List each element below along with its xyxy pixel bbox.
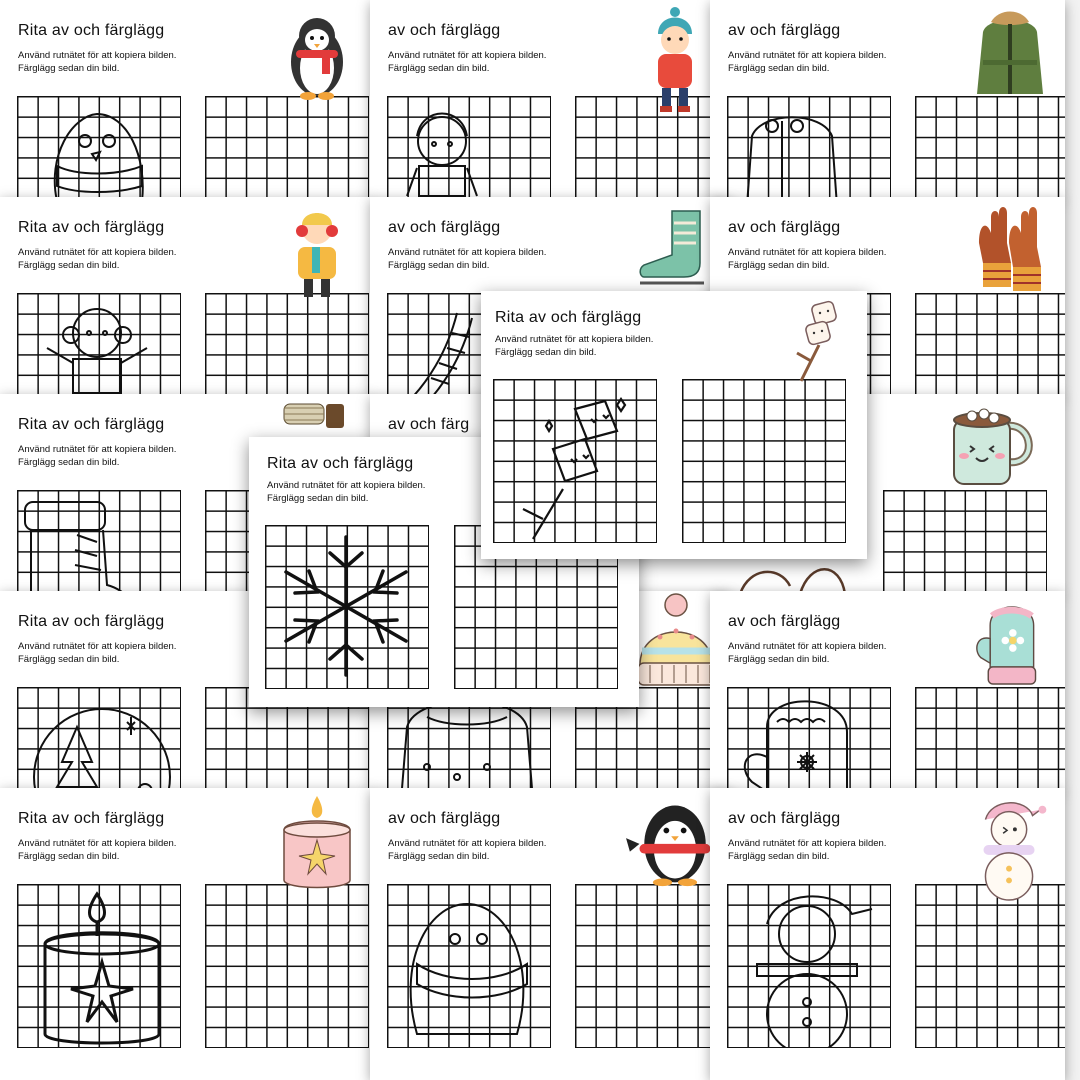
worksheet-title: Rita av och färglägg — [495, 309, 642, 326]
drawing-grid-blank — [915, 96, 1065, 200]
snowman-outline — [727, 884, 890, 1047]
worksheet-instruction-1: Använd rutnätet för att kopiera bilden. — [18, 641, 177, 652]
worksheet-kid-hat — [370, 0, 730, 200]
worksheet-instruction-1: Använd rutnätet för att kopiera bilden. — [18, 247, 177, 258]
drawing-grid-blank — [682, 379, 846, 543]
snow-globe-outline — [17, 687, 180, 791]
worksheet-instruction-1: Använd rutnätet för att kopiera bilden. — [388, 50, 547, 61]
child-icon — [276, 203, 358, 313]
drawing-grid-blank — [205, 96, 369, 200]
snowman-icon — [969, 794, 1051, 902]
earmuff-kid-outline — [17, 293, 180, 397]
worksheet-instruction-2: Färglägg sedan din bild. — [728, 63, 830, 74]
worksheet-instruction-1: Använd rutnätet för att kopiera bilden. — [728, 247, 887, 258]
mitten-outline — [727, 687, 890, 791]
boot-outline — [17, 490, 180, 594]
worksheet-instruction-1: Använd rutnätet för att kopiera bilden. — [18, 50, 177, 61]
worksheet-instruction-1: Använd rutnätet för att kopiera bilden. — [267, 480, 426, 491]
worksheet-instruction-2: Färglägg sedan din bild. — [18, 851, 120, 862]
worksheet-instruction-2: Färglägg sedan din bild. — [728, 260, 830, 271]
worksheet-instruction-2: Färglägg sedan din bild. — [267, 493, 369, 504]
worksheet-instruction-1: Använd rutnätet för att kopiera bilden. — [728, 838, 887, 849]
snowflake-outline — [265, 525, 428, 688]
worksheet-jacket — [710, 0, 1065, 200]
worksheet-instruction-2: Färglägg sedan din bild. — [18, 654, 120, 665]
jacket-icon — [969, 6, 1051, 102]
drawing-grid-blank — [915, 293, 1065, 397]
child-icon — [634, 6, 716, 116]
worksheet-instruction-2: Färglägg sedan din bild. — [18, 260, 120, 271]
worksheet-mitten — [710, 591, 1065, 791]
mug-icon — [943, 396, 1059, 492]
worksheet-penguin-2 — [370, 788, 730, 1080]
worksheet-instruction-1: Använd rutnätet för att kopiera bilden. — [18, 444, 177, 455]
worksheet-marshmallow — [481, 291, 867, 559]
worksheet-instruction-2: Färglägg sedan din bild. — [728, 654, 830, 665]
worksheet-title: Rita av och färglägg — [18, 416, 165, 433]
worksheet-title: Rita av och färglägg — [18, 219, 165, 236]
scarf-outline — [730, 556, 850, 594]
worksheet-instruction-2: Färglägg sedan din bild. — [18, 457, 120, 468]
worksheet-title: av och färglägg — [728, 810, 841, 827]
penguin-icon — [276, 6, 358, 102]
worksheet-candle — [0, 788, 372, 1080]
worksheet-instruction-1: Använd rutnätet för att kopiera bilden. — [388, 838, 547, 849]
worksheet-instruction-1: Använd rutnätet för att kopiera bilden. — [18, 838, 177, 849]
worksheet-instruction-2: Färglägg sedan din bild. — [388, 851, 490, 862]
candle-outline — [17, 884, 180, 1047]
drawing-grid-blank — [915, 884, 1065, 1048]
worksheet-instruction-1: Använd rutnätet för att kopiera bilden. — [728, 641, 887, 652]
drawing-grid-blank — [915, 687, 1065, 791]
worksheet-instruction-2: Färglägg sedan din bild. — [18, 63, 120, 74]
worksheet-title: av och färg — [388, 416, 470, 433]
worksheet-earmuff-kid — [0, 197, 372, 397]
jacket-outline — [727, 96, 890, 200]
worksheet-snowman — [710, 788, 1065, 1080]
drawing-grid-blank — [883, 490, 1047, 594]
worksheet-title: Rita av och färglägg — [18, 22, 165, 39]
worksheet-title: Rita av och färglägg — [267, 455, 414, 472]
worksheet-instruction-1: Använd rutnätet för att kopiera bilden. — [495, 334, 654, 345]
candle-icon — [276, 794, 358, 894]
worksheet-title: av och färglägg — [388, 810, 501, 827]
worksheet-penguin-scarf — [0, 0, 372, 200]
penguin-outline — [387, 884, 550, 1047]
drawing-grid-blank — [205, 884, 369, 1048]
child-outline — [387, 96, 550, 200]
worksheet-title: av och färglägg — [728, 22, 841, 39]
mitten-icon — [969, 597, 1051, 701]
worksheet-instruction-1: Använd rutnätet för att kopiera bilden. — [728, 50, 887, 61]
worksheet-title: Rita av och färglägg — [18, 810, 165, 827]
worksheet-title: av och färglägg — [728, 219, 841, 236]
worksheet-instruction-1: Använd rutnätet för att kopiera bilden. — [388, 247, 547, 258]
glove-icon — [969, 203, 1051, 299]
worksheet-title: av och färglägg — [728, 613, 841, 630]
worksheet-instruction-2: Färglägg sedan din bild. — [388, 260, 490, 271]
worksheet-title: av och färglägg — [388, 219, 501, 236]
drawing-grid-blank — [575, 884, 730, 1048]
worksheet-instruction-2: Färglägg sedan din bild. — [728, 851, 830, 862]
worksheet-title: Rita av och färglägg — [18, 613, 165, 630]
skate-icon — [634, 203, 716, 299]
worksheet-instruction-2: Färglägg sedan din bild. — [388, 63, 490, 74]
penguin-outline — [17, 96, 180, 200]
worksheet-instruction-2: Färglägg sedan din bild. — [495, 347, 597, 358]
worksheet-title: av och färglägg — [388, 22, 501, 39]
marshmallow-outline — [493, 379, 656, 542]
marshmallow-icon — [785, 295, 855, 385]
